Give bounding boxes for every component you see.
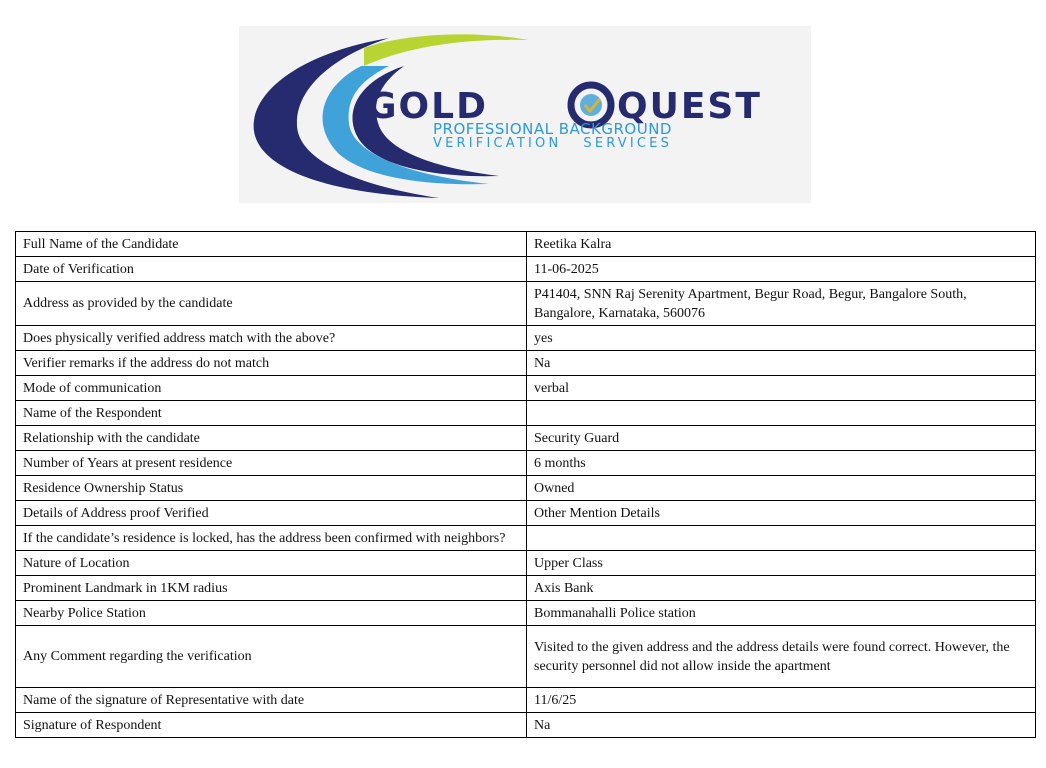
field-value: 11-06-2025 — [527, 257, 1036, 282]
table-row — [16, 426, 1036, 451]
table-row — [16, 476, 1036, 501]
field-value: Visited to the given address and the address details were found correct. However, the security personnel did not allow inside the apartment — [527, 626, 1036, 688]
field-value: verbal — [527, 376, 1036, 401]
field-value: Bommanahalli Police station — [527, 601, 1036, 626]
goldquest-logo-graphic — [239, 26, 811, 203]
field-label: Date of Verification — [16, 257, 527, 282]
field-value — [527, 401, 1036, 426]
field-value: Reetika Kalra — [527, 232, 1036, 257]
field-value: Axis Bank — [527, 576, 1036, 601]
verification-table — [15, 231, 1036, 738]
table-row — [16, 376, 1036, 401]
field-label: Verifier remarks if the address do not match — [16, 351, 527, 376]
logo-swoosh-lime — [364, 34, 529, 66]
field-label: Residence Ownership Status — [16, 476, 527, 501]
table-row — [16, 326, 1036, 351]
table-row — [16, 688, 1036, 713]
field-label: If the candidate’s residence is locked, has the address been confirmed with neighbors? — [16, 526, 527, 551]
table-row — [16, 601, 1036, 626]
field-label: Number of Years at present residence — [16, 451, 527, 476]
field-label: Signature of Respondent — [16, 713, 527, 738]
field-label: Name of the signature of Representative with date — [16, 688, 527, 713]
table-row — [16, 576, 1036, 601]
field-value — [527, 526, 1036, 551]
field-label: Does physically verified address match with the above? — [16, 326, 527, 351]
logo-tagline-2: VERIFICATION SERVICES — [433, 136, 673, 151]
field-label: Relationship with the candidate — [16, 426, 527, 451]
field-label: Full Name of the Candidate — [16, 232, 527, 257]
goldquest-logo — [239, 26, 811, 203]
field-value: yes — [527, 326, 1036, 351]
field-label: Prominent Landmark in 1KM radius — [16, 576, 527, 601]
table-row — [16, 257, 1036, 282]
field-value: Owned — [527, 476, 1036, 501]
field-value: Na — [527, 351, 1036, 376]
field-label: Address as provided by the candidate — [16, 282, 527, 326]
table-row — [16, 526, 1036, 551]
table-row — [16, 351, 1036, 376]
logo-tagline-1: PROFESSIONAL BACKGROUND — [433, 120, 672, 138]
table-row — [16, 232, 1036, 257]
field-label: Details of Address proof Verified — [16, 501, 527, 526]
field-value: Upper Class — [527, 551, 1036, 576]
field-label: Name of the Respondent — [16, 401, 527, 426]
table-row — [16, 713, 1036, 738]
table-row — [16, 401, 1036, 426]
field-label: Nature of Location — [16, 551, 527, 576]
table-row — [16, 451, 1036, 476]
field-value: Na — [527, 713, 1036, 738]
field-value: 11/6/25 — [527, 688, 1036, 713]
field-value: Security Guard — [527, 426, 1036, 451]
table-row — [16, 282, 1036, 326]
logo-fingerprint-icon — [580, 94, 602, 116]
logo-brand-gold: GOLD — [367, 86, 488, 127]
field-value: Other Mention Details — [527, 501, 1036, 526]
field-value: 6 months — [527, 451, 1036, 476]
field-label: Any Comment regarding the verification — [16, 626, 527, 688]
field-value: P41404, SNN Raj Serenity Apartment, Begur Road, Begur, Bangalore South, Bangalore, Karnataka, 560076 — [527, 282, 1036, 326]
table-row — [16, 501, 1036, 526]
logo-brand-quest: QUEST — [617, 86, 762, 127]
field-label: Mode of communication — [16, 376, 527, 401]
table-row — [16, 551, 1036, 576]
field-label: Nearby Police Station — [16, 601, 527, 626]
table-row — [16, 626, 1036, 688]
